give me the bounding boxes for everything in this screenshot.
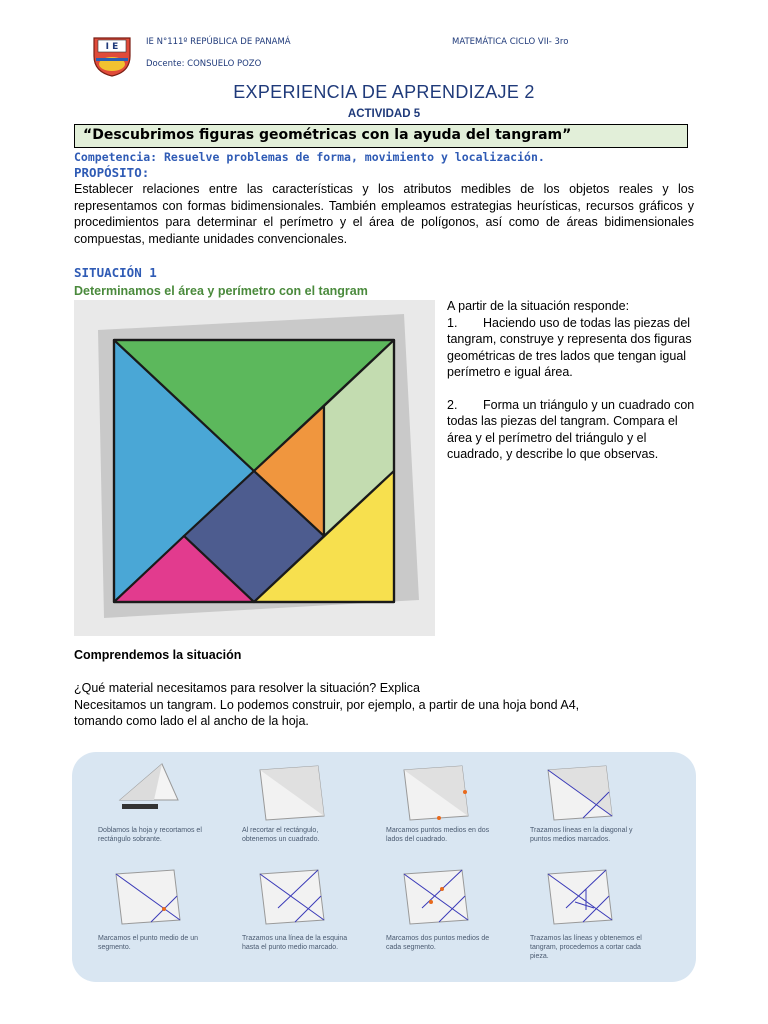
step-1-text: Doblamos la hoja y recortamos el rectángulo sobrante. [98, 827, 202, 843]
step-7 [360, 864, 500, 972]
step-8-image [532, 868, 622, 930]
proposito-label: PROPÓSITO: [74, 165, 150, 180]
step-3-image [388, 760, 478, 822]
step-6-text: Trazamos una línea de la esquina hasta el punto medio marcado. [242, 935, 348, 951]
step-5-image [100, 868, 190, 930]
folding-steps-panel [72, 752, 696, 982]
step-2-image [244, 760, 334, 822]
step-5 [72, 864, 212, 972]
step-3-text: Marcamos puntos medios en dos lados del cuadrado. [386, 827, 490, 843]
comprendemos-heading: Comprendemos la situación [74, 648, 242, 662]
step-6 [216, 864, 356, 972]
step-5-text: Marcamos el punto medio de un segmento. [98, 935, 198, 951]
situacion-label: SITUACIÓN 1 [74, 265, 157, 280]
step-2-text: Al recortar el rectángulo, obtenemos un cuadrado. [242, 827, 320, 843]
material-answer: Necesitamos un tangram. Lo podemos construir, por ejemplo, a partir de una hoja bond A4, tomando como lado el al ancho de la hoja. [74, 697, 580, 728]
step-8 [504, 864, 644, 972]
questions-intro: A partir de la situación responde: [447, 299, 630, 313]
step-7-text: Marcamos dos puntos medios de cada segmento. [386, 935, 490, 951]
situacion-subtitle: Determinamos el área y perímetro con el tangram [74, 284, 368, 298]
teacher-name: Docente: CONSUELO POZO [146, 59, 262, 69]
step-4-text: Trazamos líneas en la diagonal y puntos medios marcados. [530, 827, 633, 843]
school-name: IE N°111º REPÚBLICA DE PANAMÁ [146, 37, 291, 47]
question-1-text: Haciendo uso de todas las piezas del tangram, construye y representa dos figuras geométricas de tres lados que tengan igual perímetro e igual área. [447, 315, 692, 379]
activity-banner: “Descubrimos figuras geométricas con la ayuda del tangram” [74, 124, 688, 148]
competencia-text: Competencia: Resuelve problemas de forma, movimiento y localización. [74, 150, 545, 164]
material-question: ¿Qué material necesitamos para resolver la situación? Explica [74, 681, 420, 695]
page-title: EXPERIENCIA DE APRENDIZAJE 2 [233, 82, 535, 102]
material-question-block [74, 680, 614, 730]
course-name: MATEMÁTICA CICLO VII- 3ro [452, 37, 569, 47]
step-6-image [244, 868, 334, 930]
step-8-text: Trazamos las líneas y obtenemos el tangram, procedemos a cortar cada pieza. [530, 935, 642, 960]
question-1-number: 1. [447, 315, 458, 330]
step-1 [72, 756, 212, 864]
activity-title: ACTIVIDAD 5 [347, 108, 421, 120]
question-2-number: 2. [447, 397, 458, 412]
school-logo [88, 34, 136, 78]
question-2-text: Forma un triángulo y un cuadrado con todas las piezas del tangram. Compara el área y el perímetro del triángulo y el cuadrado, y describe lo que observas. [447, 397, 695, 461]
step-7-image [388, 868, 478, 930]
step-2 [216, 756, 356, 864]
proposito-paragraph: Establecer relaciones entre las características y los atributos medibles de los objetos reales y los representamos con formas bidimensionales. También empleamos estrategias heurísticas, recursos gráficos y procedimientos para determinar el perímetro y el área de polígonos, así como de áreas bidimensionales compuestas, mediante unidades convencionales. [74, 182, 694, 246]
tangram-figure [74, 300, 435, 636]
step-4 [504, 756, 644, 864]
step-1-image [100, 760, 190, 822]
situation-questions [447, 298, 697, 463]
step-4-image [532, 760, 622, 822]
logo-letters: I E [105, 42, 119, 52]
step-3 [360, 756, 500, 864]
